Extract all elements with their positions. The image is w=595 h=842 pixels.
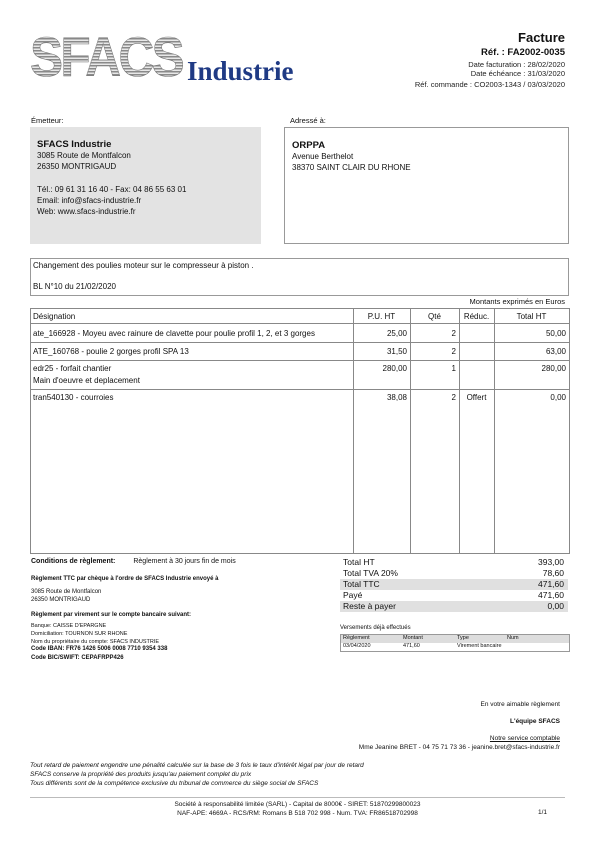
bic-code: Code BIC/SWIFT: CEPAFRPP426 xyxy=(31,655,124,661)
item-qty: 2 xyxy=(451,393,456,402)
item-total: 280,00 xyxy=(541,364,566,373)
conditions-value: Règlement à 30 jours fin de mois xyxy=(133,558,236,565)
total-ttc-value: 471,60 xyxy=(538,579,564,589)
total-ht-row xyxy=(340,557,568,568)
item-unit-price: 38,08 xyxy=(386,393,407,402)
closing-greeting: En votre aimable règlement xyxy=(480,701,560,708)
remaining-value: 0,00 xyxy=(547,601,564,611)
col-discount-header: Réduc. xyxy=(463,312,490,321)
invoice-header xyxy=(415,30,565,89)
cheque-address-line: 3085 Route de Montfalcon xyxy=(31,589,102,595)
item-discount: Offert xyxy=(466,393,487,402)
payment-date-header: Règlement xyxy=(343,635,370,641)
item-total: 63,00 xyxy=(545,347,566,356)
due-date: Date échéance : 31/03/2020 xyxy=(470,69,565,78)
item-designation-detail: Main d'oeuvre et deplacement xyxy=(33,376,140,385)
remaining-label: Reste à payer xyxy=(343,601,396,611)
sender-city-line: 26350 MONTRIGAUD xyxy=(37,162,117,171)
payments-table xyxy=(340,634,570,652)
payment-conditions xyxy=(31,558,236,565)
paid-label: Payé xyxy=(343,590,363,600)
item-unit-price: 31,50 xyxy=(386,347,407,356)
invoice-date: Date facturation : 28/02/2020 xyxy=(468,60,565,69)
footer-line: NAF-APE: 4669A - RCS/RM: Romans B 518 702 998 - Num. TVA: FR86518702998 xyxy=(177,810,418,817)
sender-phone: Tél.: 09 61 31 16 40 - Fax: 04 86 55 63 01 xyxy=(37,185,187,194)
total-tva-value: 78,60 xyxy=(542,568,564,578)
sender-label: Émetteur: xyxy=(31,116,64,125)
subject-box xyxy=(30,258,569,296)
document-title: Facture xyxy=(518,30,565,45)
recipient-box xyxy=(284,127,569,244)
item-qty: 2 xyxy=(451,329,456,338)
item-qty: 1 xyxy=(451,364,456,373)
sender-website: Web: www.sfacs-industrie.fr xyxy=(37,207,136,216)
delivery-note-line: BL N°10 du 21/02/2020 xyxy=(33,282,116,291)
cheque-instructions: Règlement TTC par chèque à l'ordre de SFACS Industrie envoyé à xyxy=(31,576,219,582)
invoice-reference: Réf. : FA2002-0035 xyxy=(481,47,565,58)
col-designation-header: Désignation xyxy=(33,312,76,321)
transfer-instructions: Règlement par virement sur le compte bancaire suivant: xyxy=(31,612,192,618)
payment-amount: 471,60 xyxy=(403,643,420,649)
col-unit-price-header: P.U. HT xyxy=(367,312,396,321)
paid-value: 471,60 xyxy=(538,590,564,600)
legal-line: SFACS conserve la propriété des produits jusqu'au paiement complet du prix xyxy=(30,771,252,778)
payment-date: 03/04/2020 xyxy=(343,643,371,649)
total-ht-label: Total HT xyxy=(343,557,375,567)
item-designation: ATE_160768 - poulie 2 gorges profil SPA 13 xyxy=(33,347,189,356)
subject-line: Changement des poulies moteur sur le compresseur à piston . xyxy=(33,261,254,270)
payments-block xyxy=(340,625,568,652)
sfacs-logo-graphic xyxy=(30,32,320,84)
currency-note: Montants exprimés en Euros xyxy=(469,297,565,306)
remaining-row xyxy=(340,601,568,612)
company-footer xyxy=(0,800,595,818)
bank-domiciliation: Domiciliation: TOURNON SUR RHONE xyxy=(31,631,128,637)
iban-code: Code IBAN: FR76 1426 5006 0008 7710 9354 338 xyxy=(31,646,168,652)
footer-divider xyxy=(30,797,565,798)
page-number: 1/1 xyxy=(537,809,547,816)
item-total: 50,00 xyxy=(545,329,566,338)
recipient-label: Adressé à: xyxy=(290,116,326,125)
logo-main-text: SFACS xyxy=(30,32,184,84)
payment-type: Virement bancaire xyxy=(457,643,502,649)
col-total-header: Total HT xyxy=(516,312,547,321)
payment-row xyxy=(341,643,569,651)
items-table xyxy=(30,308,570,554)
legal-notes xyxy=(30,761,364,788)
payment-num-header: Num xyxy=(507,635,519,641)
payments-title: Versements déjà effectués xyxy=(340,625,411,631)
item-qty: 2 xyxy=(451,347,456,356)
legal-line: Tout retard de paiement engendre une pénalité calculée sur la base de 3 fois le taux d'intérêt légal par jour de retard xyxy=(30,762,364,769)
payment-type-header: Type xyxy=(457,635,469,641)
legal-line: Tous différents sont de la compétence exclusive du tribunal de commerce du siège social de SFACS xyxy=(30,780,319,787)
item-unit-price: 280,00 xyxy=(382,364,407,373)
sender-address-line: 3085 Route de Montfalcon xyxy=(37,151,131,160)
recipient-city-line: 38370 SAINT CLAIR DU RHONE xyxy=(292,163,411,172)
bank-name: Banque: CAISSE D'EPARGNE xyxy=(31,623,107,629)
sender-box xyxy=(30,127,261,244)
closing-contact: Mme Jeanine BRET - 04 75 71 73 36 - jeanine.bret@sfacs-industrie.fr xyxy=(358,744,560,751)
item-total: 0,00 xyxy=(550,393,566,402)
sender-name: SFACS Industrie xyxy=(37,139,112,150)
total-ttc-label: Total TTC xyxy=(343,579,380,589)
total-tva-label: Total TVA 20% xyxy=(343,568,398,578)
totals-block xyxy=(340,557,568,612)
cheque-city-line: 26350 MONTRIGAUD xyxy=(31,597,91,603)
sender-email: Email: info@sfacs-industrie.fr xyxy=(37,196,142,205)
closing-service: Notre service comptable xyxy=(489,735,560,742)
items-table-header xyxy=(31,309,569,324)
item-designation: ate_166928 - Moyeu avec rainure de clavette pour poulie profil 1, 2, et 3 gorges xyxy=(33,329,315,338)
item-designation: tran540130 - courroies xyxy=(33,393,114,402)
conditions-label: Conditions de règlement: xyxy=(31,558,116,565)
item-designation: edr25 - forfait chantier xyxy=(33,364,112,373)
company-logo xyxy=(30,32,320,86)
closing-team: L'équipe SFACS xyxy=(510,718,560,725)
account-owner: Nom du propriétaire du compte: SFACS INDUSTRIE xyxy=(31,639,160,645)
footer-line: Société à responsabilité limitée (SARL) - Capital de 8000€ - SIRET: 51870299800023 xyxy=(174,801,421,808)
total-ttc-row xyxy=(340,579,568,590)
logo-sub-text: Industrie xyxy=(187,56,294,84)
recipient-name: ORPPA xyxy=(292,140,326,151)
col-qty-header: Qté xyxy=(428,312,441,321)
payments-header xyxy=(341,635,569,643)
order-reference: Réf. commande : CO2003-1343 / 03/03/2020 xyxy=(414,80,565,89)
item-unit-price: 25,00 xyxy=(386,329,407,338)
total-tva-row xyxy=(340,568,568,579)
paid-row xyxy=(340,590,568,601)
payment-amount-header: Montant xyxy=(403,635,423,641)
recipient-address-line: Avenue Berthelot xyxy=(292,152,354,161)
total-ht-value: 393,00 xyxy=(538,557,564,567)
